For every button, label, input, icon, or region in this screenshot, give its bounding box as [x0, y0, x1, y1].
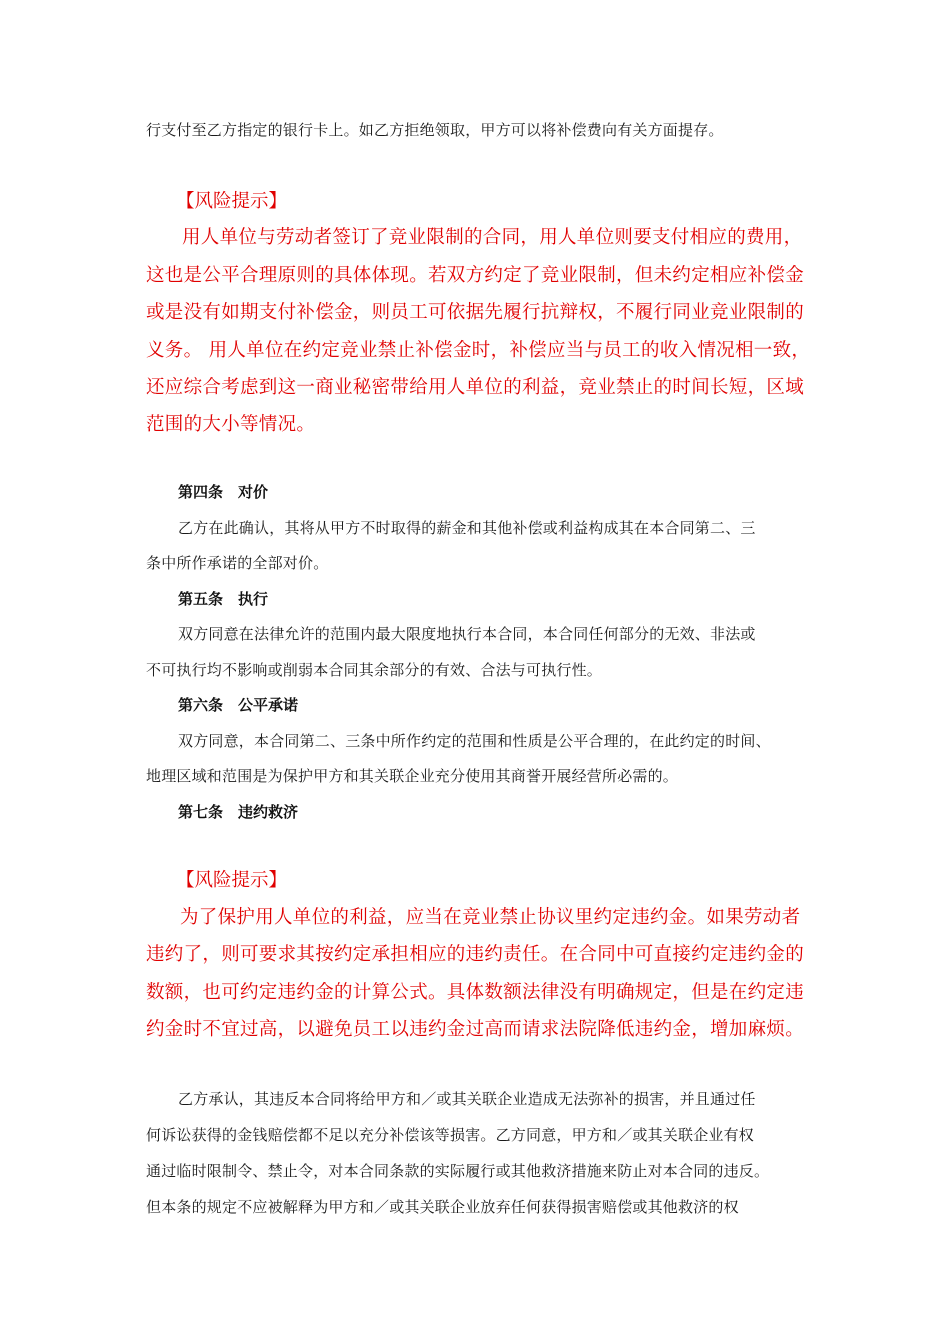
risk-notice-2-line-2: 违约了，则可要求其按约定承担相应的违约责任。在合同中可直接约定违约金的 [146, 944, 805, 965]
article-5-heading: 第五条 执行 [178, 590, 269, 608]
risk-notice-2-line-1: 为了保护用人单位的利益，应当在竞业禁止协议里约定违约金。如果劳动者 [180, 907, 801, 928]
risk-notice-title-1: 【风险提示】 [176, 191, 288, 212]
article-7-line-4: 但本条的规定不应被解释为甲方和／或其关联企业放弃任何获得损害赔偿或其他救济的权 [146, 1198, 739, 1216]
risk-notice-1-line-4: 义务。 用人单位在约定竞业禁止补偿金时，补偿应当与员工的收入情况相一致， [146, 340, 811, 361]
article-4-heading: 第四条 对价 [178, 483, 269, 501]
risk-notice-1-line-3: 或是没有如期支付补偿金，则员工可依据先履行抗辩权，不履行同业竞业限制的 [146, 302, 805, 323]
article-6-line-1: 双方同意，本合同第二、三条中所作约定的范围和性质是公平合理的，在此约定的时间、 [178, 732, 771, 750]
article-5-line-1: 双方同意在法律允许的范围内最大限度地执行本合同，本合同任何部分的无效、非法或 [178, 625, 756, 643]
article-6-line-2: 地理区域和范围是为保护甲方和其关联企业充分使用其商誉开展经营所必需的。 [146, 767, 679, 785]
article-7-line-2: 何诉讼获得的金钱赔偿都不足以充分补偿该等损害。乙方同意，甲方和／或其关联企业有权 [146, 1126, 755, 1144]
intro-line-1: 行支付至乙方指定的银行卡上。如乙方拒绝领取，甲方可以将补偿费向有关方面提存。 [146, 121, 724, 139]
article-4-line-1: 乙方在此确认，其将从甲方不时取得的薪金和其他补偿或利益构成其在本合同第二、三 [178, 519, 756, 537]
article-4-line-2: 条中所作承诺的全部对价。 [146, 554, 329, 572]
article-6-heading: 第六条 公平承诺 [178, 696, 299, 714]
article-7-heading: 第七条 违约救济 [178, 803, 299, 821]
risk-notice-1-line-5: 还应综合考虑到这一商业秘密带给用人单位的利益，竞业禁止的时间长短，区域 [146, 377, 805, 398]
risk-notice-1-line-1: 用人单位与劳动者签订了竞业限制的合同，用人单位则要支付相应的费用， [182, 227, 803, 248]
risk-notice-2-line-4: 约金时不宜过高，以避免员工以违约金过高而请求法院降低违约金，增加麻烦。 [146, 1019, 805, 1040]
article-5-line-2: 不可执行均不影响或削弱本合同其余部分的有效、合法与可执行性。 [146, 661, 603, 679]
article-7-line-3: 通过临时限制令、禁止令，对本合同条款的实际履行或其他救济措施来防止对本合同的违反。 [146, 1162, 770, 1180]
risk-notice-1-line-2: 这也是公平合理原则的具体体现。若双方约定了竞业限制，但未约定相应补偿金 [146, 265, 805, 286]
article-7-line-1: 乙方承认，其违反本合同将给甲方和／或其关联企业造成无法弥补的损害，并且通过任 [178, 1090, 756, 1108]
risk-notice-title-2: 【风险提示】 [176, 870, 288, 891]
risk-notice-1-line-6: 范围的大小等情况。 [146, 414, 316, 435]
risk-notice-2-line-3: 数额，也可约定违约金的计算公式。具体数额法律没有明确规定，但是在约定违 [146, 982, 805, 1003]
